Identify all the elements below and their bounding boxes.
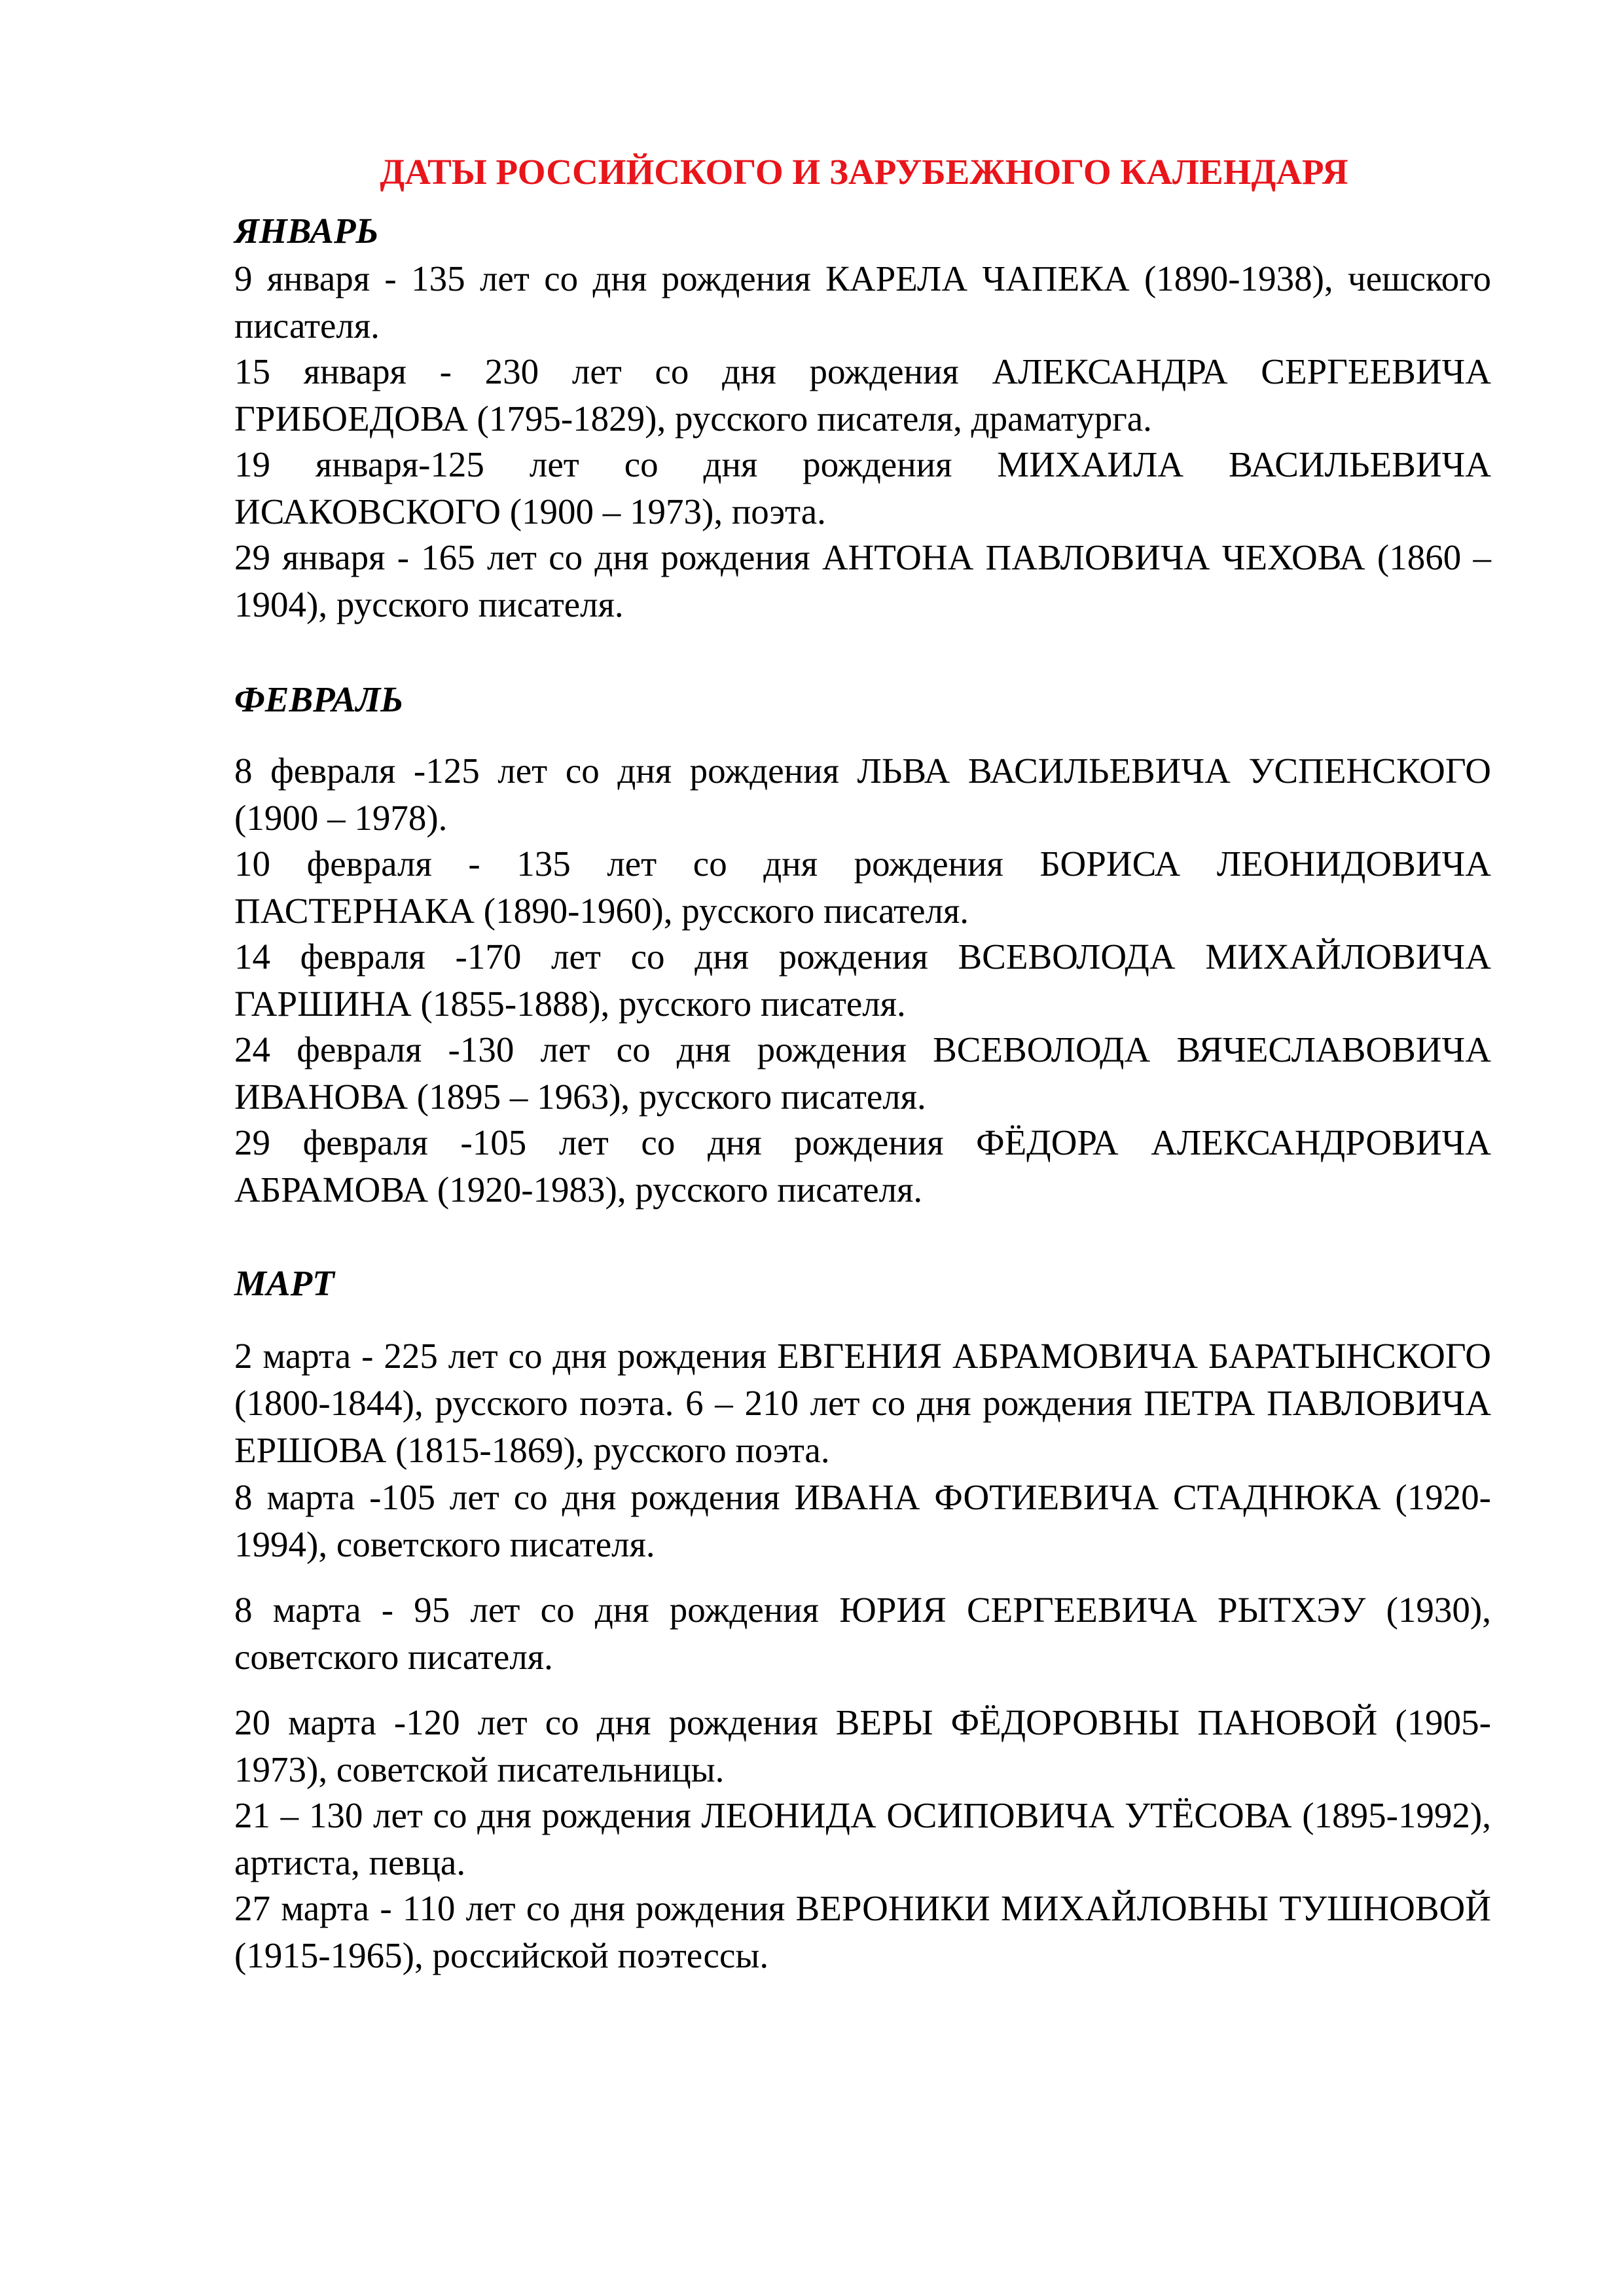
calendar-entry: 10 февраля - 135 лет со дня рождения БОРИСА ЛЕОНИДОВИЧА ПАСТЕРНАКА (1890-1960), русского писателя.	[234, 844, 1491, 931]
month-heading-january: ЯНВАРЬ	[234, 211, 379, 251]
calendar-entry: 8 февраля -125 лет со дня рождения ЛЬВА ВАСИЛЬЕВИЧА УСПЕНСКОГО (1900 – 1978).	[234, 751, 1491, 838]
calendar-entry: 9 января - 135 лет со дня рождения КАРЕЛА ЧАПЕКА (1890-1938), чешского писателя.	[234, 259, 1491, 346]
calendar-entry: 19 января-125 лет со дня рождения МИХАИЛА ВАСИЛЬЕВИЧА ИСАКОВСКОГО (1900 – 1973), поэта.	[234, 444, 1491, 531]
calendar-entry: 20 марта -120 лет со дня рождения ВЕРЫ ФЁДОРОВНЫ ПАНОВОЙ (1905-1973), советской писательницы.	[234, 1702, 1491, 1789]
calendar-entry: 8 марта -105 лет со дня рождения ИВАНА ФОТИЕВИЧА СТАДНЮКА (1920-1994), советского писателя.	[234, 1477, 1491, 1564]
document-title: ДАТЫ РОССИЙСКОГО И ЗАРУБЕЖНОГО КАЛЕНДАРЯ	[380, 152, 1348, 192]
calendar-entry: 21 – 130 лет со дня рождения ЛЕОНИДА ОСИПОВИЧА УТЁСОВА (1895-1992), артиста, певца.	[234, 1795, 1491, 1882]
calendar-entry: 29 января - 165 лет со дня рождения АНТОНА ПАВЛОВИЧА ЧЕХОВА (1860 – 1904), русского писателя.	[234, 537, 1491, 624]
calendar-entry: 27 марта - 110 лет со дня рождения ВЕРОНИКИ МИХАЙЛОВНЫ ТУШНОВОЙ (1915-1965), российской поэтессы.	[234, 1888, 1491, 1975]
month-heading-february: ФЕВРАЛЬ	[234, 679, 404, 719]
month-heading-march: МАРТ	[234, 1263, 334, 1303]
calendar-entry: 24 февраля -130 лет со дня рождения ВСЕВОЛОДА ВЯЧЕСЛАВОВИЧА ИВАНОВА (1895 – 1963), русского писателя.	[234, 1030, 1491, 1117]
calendar-entry: 2 марта - 225 лет со дня рождения ЕВГЕНИЯ АБРАМОВИЧА БАРАТЫНСКОГО (1800-1844), русского поэта. 6 – 210 лет со дня рождения ПЕТРА ПАВЛОВИЧА ЕРШОВА (1815-1869), русского поэта.	[234, 1336, 1491, 1470]
calendar-entry: 8 марта - 95 лет со дня рождения ЮРИЯ СЕРГЕЕВИЧА РЫТХЭУ (1930), советского писателя.	[234, 1590, 1491, 1677]
calendar-entry: 15 января - 230 лет со дня рождения АЛЕКСАНДРА СЕРГЕЕВИЧА ГРИБОЕДОВА (1795-1829), русского писателя, драматурга.	[234, 351, 1491, 439]
calendar-entry: 29 февраля -105 лет со дня рождения ФЁДОРА АЛЕКСАНДРОВИЧА АБРАМОВА (1920-1983), русского писателя.	[234, 1122, 1491, 1210]
calendar-entry: 14 февраля -170 лет со дня рождения ВСЕВОЛОДА МИХАЙЛОВИЧА ГАРШИНА (1855-1888), русского писателя.	[234, 937, 1491, 1024]
